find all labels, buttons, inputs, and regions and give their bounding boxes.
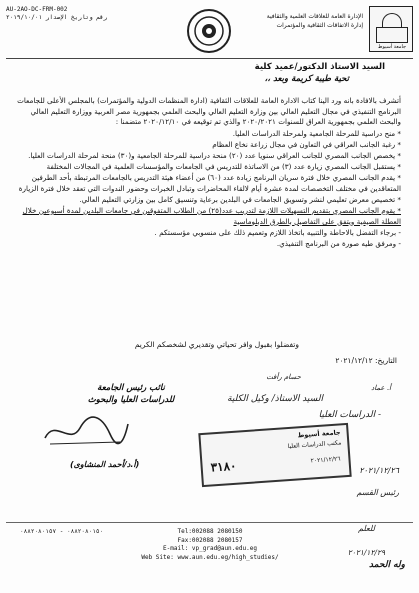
letter-date: التاريخ: ٢٠٢١/١٢/١٢: [335, 356, 397, 365]
header-department-lines: [253, 12, 363, 30]
stamp-number: ٣١٨٠: [210, 458, 237, 475]
letter-item: - ومرفق طيه صورة من البرنامج التنفيذي.: [276, 238, 401, 248]
handwritten-signature: [40, 412, 130, 450]
reference-date: رقم وتاريخ الإصدار ۲۰۱۹/۱۰/۰۱: [6, 14, 108, 21]
letter-intro: أتشرف بالافادة بانه ورد الينا كتاب الادارة العامة للعلاقات الثقافية (ادارة المنظمات الدولية والمؤتمرات) بالمجلس الأعلى للجامعات البرنامج التنفيذي في مجال التعليم العالي بين وزارة التعليم العالي والبحث العلمي بجمهورية مصر العربية ووزارة التعليم العالي والبحث العلمي بجمهورية العراق للسنوات ٢٠٢٠/٢٠٢١ والذي تم توقيعه في ٢٠٢٠/١٢/١٠ متضمنا :: [17, 96, 401, 127]
incoming-stamp: [198, 423, 351, 487]
letter-item: * يقوم الجانب المصري بتقديم التسهيلات اللازمة لتدريب عدد(٢٥) من الطلاب المتفوقين في جامعات البلدين لمدة أسبوعين خلال العطلة الصيفية ويتفق على التفاصيل بالطرق الدبلوماسية: [22, 205, 401, 226]
stamp-date: ٢٠٢١/١٢/٢٦: [310, 455, 341, 465]
handwritten-note-5: رئيس القسم: [356, 488, 399, 497]
handwritten-note-6: للعلم: [358, 524, 375, 533]
footer-divider: [6, 522, 413, 523]
salutation: السيد الاستاذ الدكتور/عميد كلية: [254, 62, 385, 72]
signature-title-1: نائب رئيس الجامعة: [97, 383, 165, 393]
signature-title-2: للدراسات العليا والبحوث: [87, 395, 175, 405]
letter-item: * منح دراسية للمرحلة الجامعية ولمرحلة الدراسات العليا.: [232, 128, 401, 138]
handwritten-date-1: ٢٠٢١/١٢/٢٦: [359, 466, 399, 475]
handwritten-note-3: السيد الاستاذ/ وكيل الكلية: [227, 394, 323, 404]
footer-phone-arabic: ٠٨٨٢٠٨٠١٥٠ - ٠٨٨٢٠٨٠١٥٧: [20, 528, 104, 535]
letter-body: [16, 96, 401, 250]
letter-item: * يخصص الجانب المصري للجانب العراقي سنويا عدد (٢٠) منحة دراسية للمرحلة الجامعية و(٣٠) منحة لمرحلة الدراسات العليا.: [28, 150, 401, 160]
reference-code: AU-2AO-DC-FRM-002: [6, 6, 68, 13]
logo-text: جامعة أسيوط: [377, 44, 407, 50]
header-divider: [6, 58, 413, 59]
greeting: تحية طيبة كريمة وبعد ،،: [264, 74, 349, 84]
footer-website: Web Site: www.aun.edu.eg/high_studies/: [141, 553, 279, 561]
university-logo: [369, 6, 413, 52]
emblem-icon: [186, 8, 232, 54]
logo-base-shape: [376, 27, 408, 43]
stamp-line-1: جامعة أسيوط: [297, 428, 341, 440]
handwritten-note-7: وله الحمد: [368, 560, 405, 570]
letter-item: * يستقبل الجانب المصري زيارة عدد (٣) من الاساتذة للتدريس في الجامعات والمؤسسات العلمية في المجالات المختلفة: [46, 162, 401, 172]
header-reference: [6, 6, 116, 22]
signature-title: [56, 382, 206, 406]
footer-email: E-mail: vp_grad@aun.edu.eg: [163, 545, 257, 552]
letter-item: * تخصيص معرض تعليمي لنشر وتسويق الجامعات في البلدين برعاية وتنسيق كامل بين وزارتي التعليم العالي.: [79, 194, 401, 204]
signatory-name: (أ.د/أحمد المنشاوى): [70, 460, 140, 469]
closing-line: وتفضلوا بقبول وافر تحياتي وتقديري لشخصكم الكريم: [134, 340, 299, 349]
stamp-line-2: مكتب الدراسات العليا: [287, 439, 342, 451]
handwritten-note-1: حسام رأفت: [266, 373, 301, 381]
letter-item: - برجاء التفضل بالاحاطة والتنبيه باتخاذ اللازم وتعميم ذلك على منسوبي مؤسستكم .: [154, 227, 401, 237]
header-line-2: إدارة الاتفاقات الثقافية والمؤتمرات: [276, 22, 363, 29]
letter-items: [16, 129, 401, 250]
letter-item: * رغبة الجانب العراقي في التعاون في مجال زراعة نخاع العظام: [212, 139, 401, 149]
handwritten-date-2: ٢٠٢١/١٢/٢٩: [347, 548, 385, 557]
header-line-1: الإدارة العامة للعلاقات العلمية والثقافية: [266, 13, 363, 20]
footer-contact: [110, 528, 310, 562]
logo-dome-shape: [382, 13, 402, 27]
handwritten-note-2: أ. عماد: [371, 384, 391, 392]
letter-item: * يقدم الجانب المصري خلال فترة سريان البرنامج زيادة عدد (٦٠) من أعضاء هيئة التدريس بالجامعات المرتبطة بأحد الطرفين المتعاقدين في مختلف التخصصات لمدة عشرة أيام لالقاء المحاضرات وتبادل الخبرات وحضور الندوات التي تعقد خلال فترة الزيارة: [18, 173, 401, 193]
footer-fax: Fax:002088 2080157: [177, 536, 243, 544]
footer-tel: Tel:002088 2080150: [177, 528, 243, 535]
handwritten-note-4: - الدراسات العليا: [318, 410, 381, 420]
